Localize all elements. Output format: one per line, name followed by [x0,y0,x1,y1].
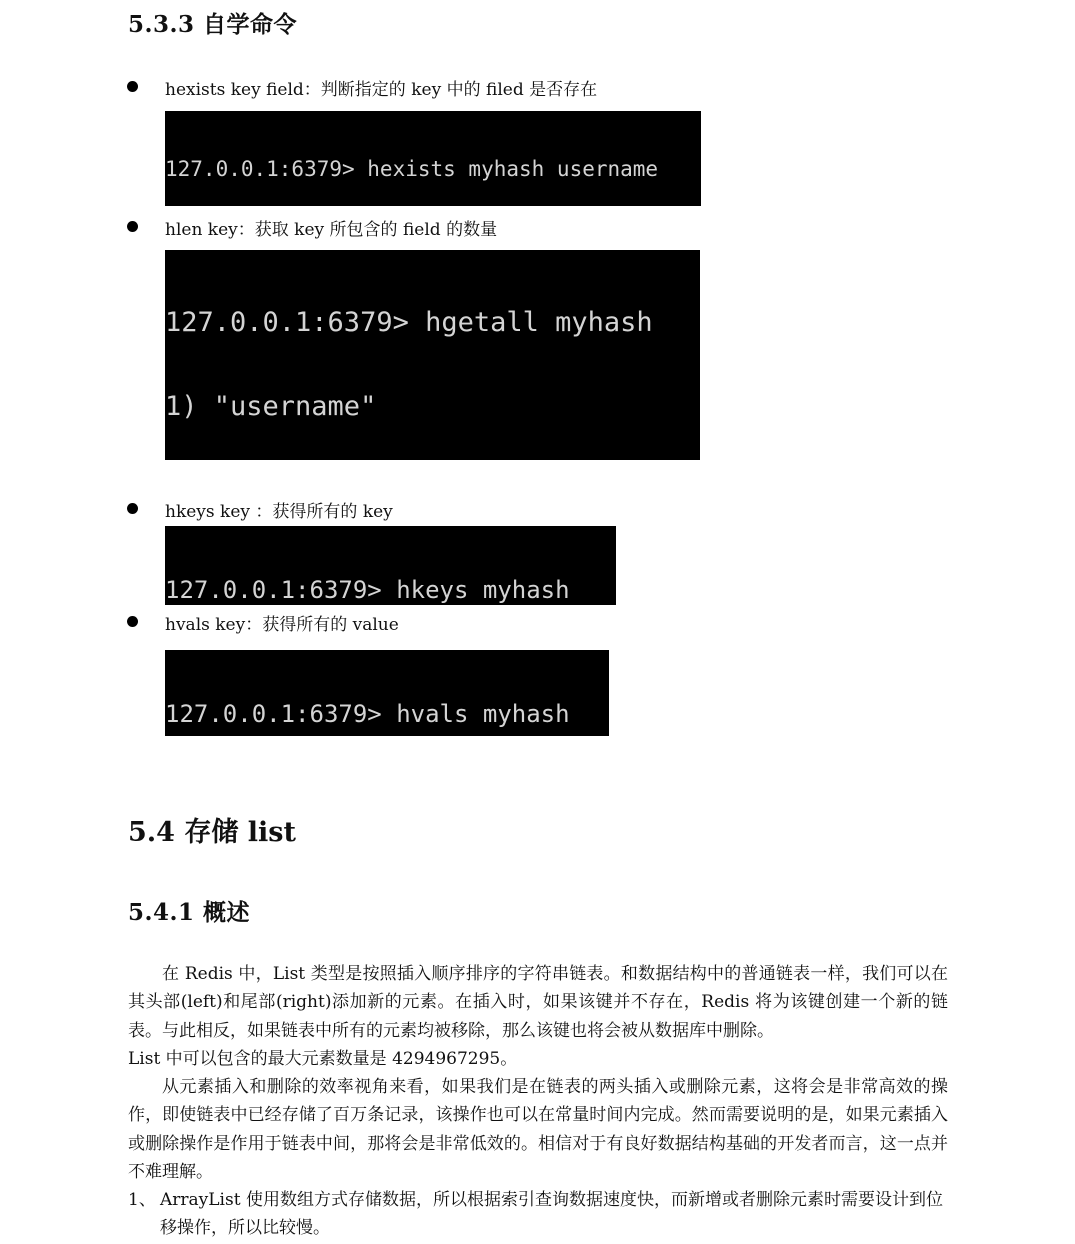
section-title-5-4-1: 5.4.1 概述 [128,899,251,926]
section-title-5-4: 5.4 存储 list [128,817,296,848]
list-item [128,1186,948,1243]
terminal-screenshot-hvals [165,650,609,736]
terminal-screenshot-hexists [165,111,701,206]
bullet-hvals: hvals key：获得所有的 value [165,615,399,635]
paragraph: 在 Redis 中，List 类型是按照插入顺序排序的字符串链表。和数据结构中的普通链表一样，我们可以在其头部(left)和尾部(right)添加新的元素。在插入时，如果该键并不存在，Redis 将为该键创建一个新的链表。与此相反，如果链表中所有的元素均被移除，那么该键也将会被从数据库中删除。 [128,964,948,1041]
terminal-line: 127.0.0.1:6379> hexists myhash username [165,157,659,181]
terminal-line: 127.0.0.1:6379> hvals myhash [165,700,570,728]
terminal-line: 1) "username" [165,391,377,423]
paragraph: 从元素插入和删除的效率视角来看，如果我们是在链表的两头插入或删除元素，这将会是非常高效的操作，即使链表中已经存储了百万条记录，该操作也可以在常量时间内完成。然而需要说明的是，如果元素插入或删除操作是作用于链表中间，那将会是非常低效的。相信对于有良好数据结构基础的开发者而言，这一点并不难理解。 [128,1077,948,1183]
bullet-dot [127,221,138,232]
list-item-text: ArrayList 使用数组方式存储数据，所以根据索引查询数据速度快，而新增或者删除元素时需要设计到位移操作，所以比较慢。 [160,1190,943,1239]
terminal-screenshot-hkeys [165,526,616,605]
terminal-line: 127.0.0.1:6379> hkeys myhash [165,576,570,604]
overview-text [128,960,948,1186]
bullet-hexists: hexists key field：判断指定的 key 中的 filed 是否存在 [165,80,598,100]
bullet-hkeys: hkeys key ：获得所有的 key [165,502,393,522]
terminal-line: 127.0.0.1:6379> hgetall myhash [165,306,653,338]
section-title-5-3-3: 5.3.3 自学命令 [128,11,298,38]
paragraph: List 中可以包含的最大元素数量是 4294967295。 [128,1048,518,1069]
terminal-screenshot-hlen [165,250,700,460]
bullet-dot [127,503,138,514]
bullet-hlen: hlen key：获取 key 所包含的 field 的数量 [165,220,498,240]
bullet-dot [127,616,138,627]
list-item-number: 1、 [128,1190,156,1210]
bullet-dot [127,81,138,92]
